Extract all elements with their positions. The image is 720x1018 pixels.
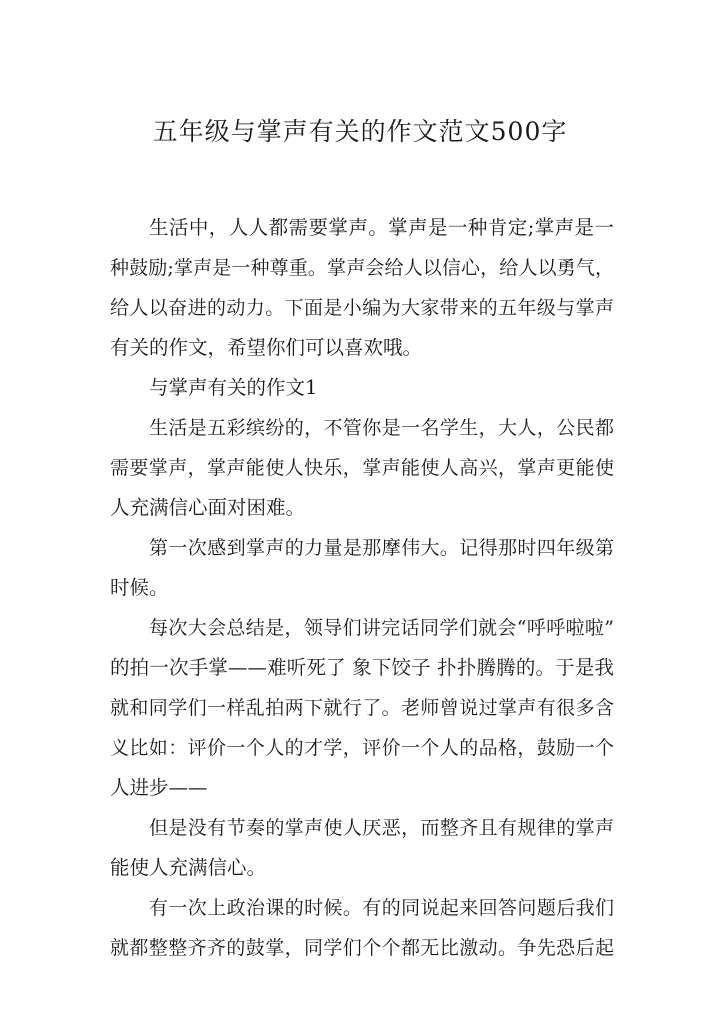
text-line: 义比如：评价一个人的才学，评价一个人的品格，鼓励一个 [110,737,614,759]
document-body [110,208,614,968]
text-line: 能使人充满信心。 [110,856,267,879]
text-line: 第一次感到掌声的力量是那摩伟大。记得那时四年级第 [149,537,614,559]
text-line: 有关的作文，希望你们可以喜欢哦。 [110,336,423,359]
text-line: 与掌声有关的作文1 [149,376,318,399]
text-line: 但是没有节奏的掌声使人厌恶，而整齐且有规律的掌声 [149,817,614,839]
text-line: 人进步—— [110,776,208,799]
text-line: 的拍一次手掌——难听死了 象下饺子 扑扑腾腾的。于是我 [110,656,614,679]
text-line: 就和同学们一样乱拍两下就行了。老师曾说过掌声有很多含 [110,697,614,719]
text-line: 每次大会总结是，领导们讲完话同学们就会“呼呼啦啦” [149,617,614,639]
text-line: 需要掌声，掌声能使人快乐，掌声能使人高兴，掌声更能使 [110,457,614,479]
text-line: 种鼓励;掌声是一种尊重。掌声会给人以信心，给人以勇气， [110,257,614,279]
document-title: 五年级与掌声有关的作文范文500字 [152,117,568,146]
text-line: 人充满信心面对困难。 [110,496,306,519]
text-line: 给人以奋进的动力。下面是小编为大家带来的五年级与掌声 [110,297,614,319]
text-line: 时候。 [110,576,169,599]
text-line: 就都整整齐齐的鼓掌，同学们个个都无比激动。争先恐后起 [110,937,614,959]
text-line: 生活中，人人都需要掌声。掌声是一种肯定;掌声是一 [149,216,614,239]
text-line: 生活是五彩缤纷的，不管你是一名学生，大人，公民都 [149,417,614,439]
text-line: 有一次上政治课的时候。有的同说起来回答问题后我们 [149,897,614,919]
